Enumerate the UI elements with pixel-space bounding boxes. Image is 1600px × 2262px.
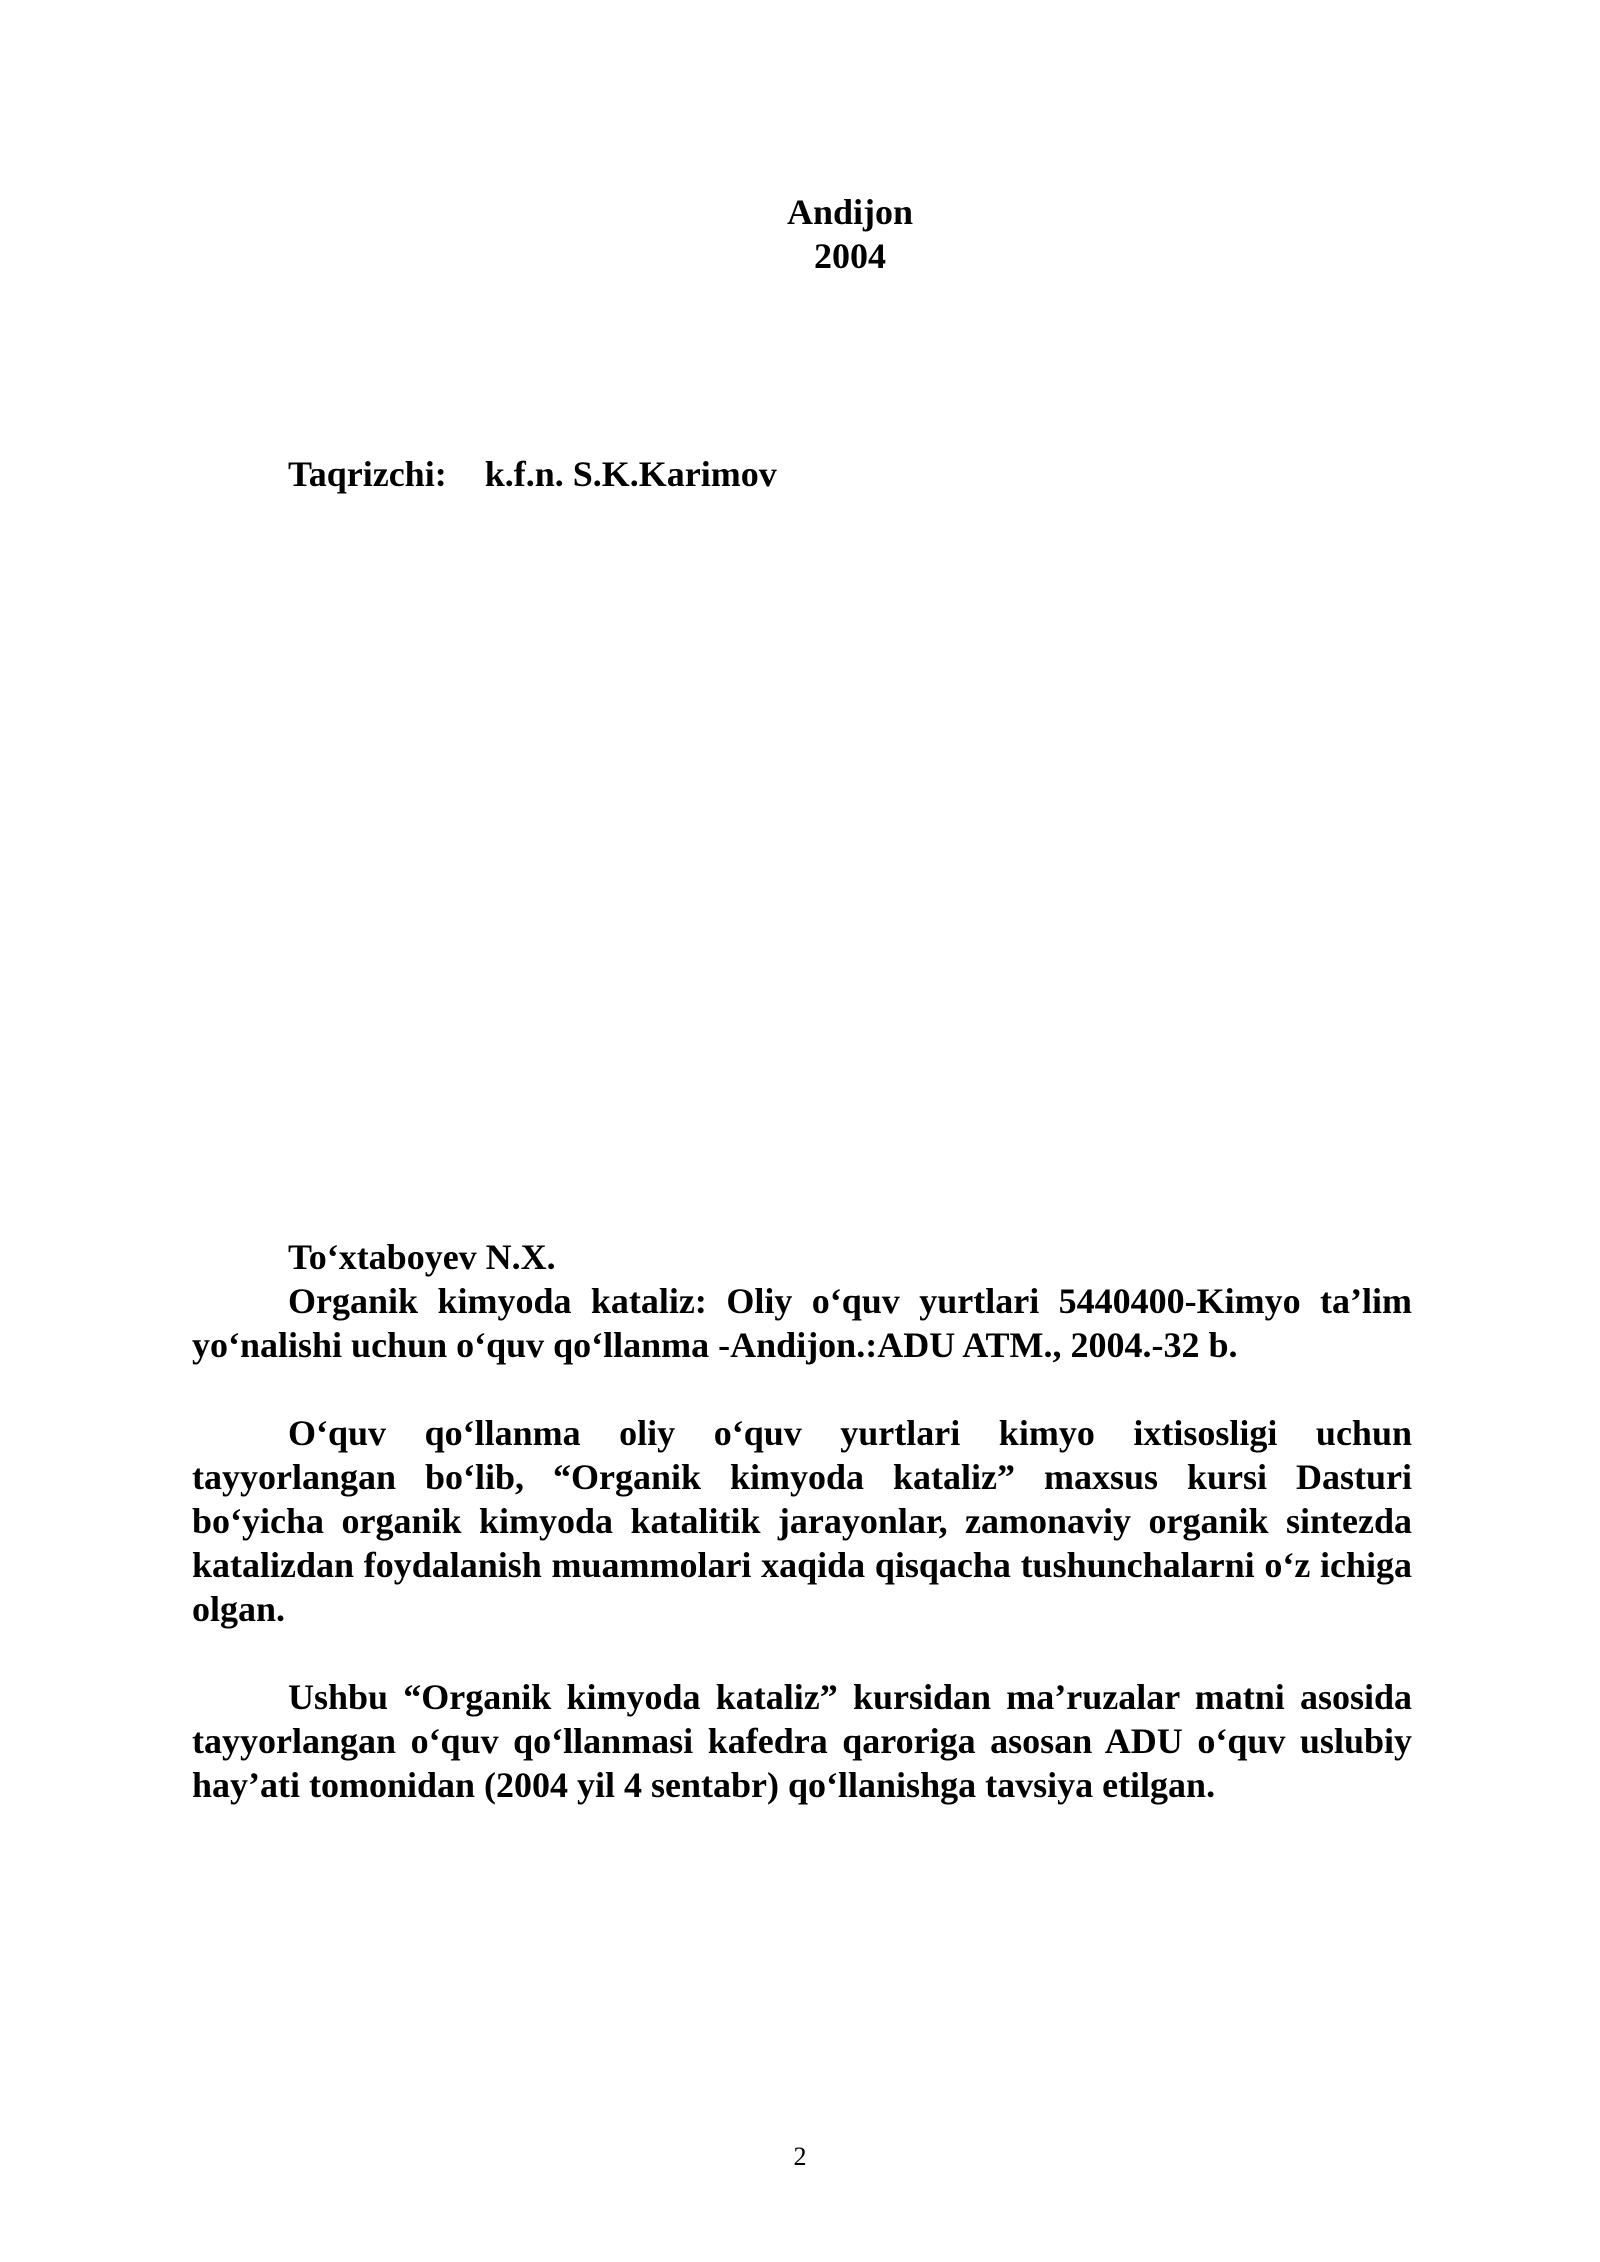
paragraph-gap — [192, 1367, 1412, 1411]
reviewer-name: k.f.n. S.K.Karimov — [484, 454, 777, 494]
imprint-city: Andijon — [786, 192, 914, 232]
page-number: 2 — [793, 2142, 807, 2171]
bibliographic-description: Organik kimyoda kataliz: Oliy o‘quv yurtlari 5440400-Kimyo ta’lim yo‘nalishi uchun o‘quv qo‘llanma -Andijon.:ADU ATM., 2004.-32 b. — [192, 1281, 1412, 1365]
paragraph-gap — [192, 1631, 1412, 1675]
imprint-header — [600, 190, 1100, 278]
bibliographic-block — [192, 1235, 1412, 1807]
reviewer-line — [288, 452, 777, 496]
reviewer-label: Taqrizchi: — [288, 454, 447, 494]
author-line: To‘xtaboyev N.X. — [288, 1237, 556, 1277]
annotation-paragraph: O‘quv qo‘llanma oliy o‘quv yurtlari kimyo ixtisosligi uchun tayyorlangan bo‘lib, “Organik kimyoda kataliz” maxsus kursi Dasturi bo‘yicha organik kimyoda katalitik jarayonlar, zamonaviy organik sintezda katalizdan foydalanish muammolari xaqida qisqacha tushunchalarni o‘z ichiga olgan. — [192, 1413, 1412, 1629]
imprint-year: 2004 — [814, 236, 886, 276]
approval-paragraph: Ushbu “Organik kimyoda kataliz” kursidan ma’ruzalar matni asosida tayyorlangan o‘quv qo‘llanmasi kafedra qaroriga asosan ADU o‘quv uslubiy hay’ati tomonidan (2004 yil 4 sentabr) qo‘llanishga tavsiya etilgan. — [192, 1677, 1412, 1805]
